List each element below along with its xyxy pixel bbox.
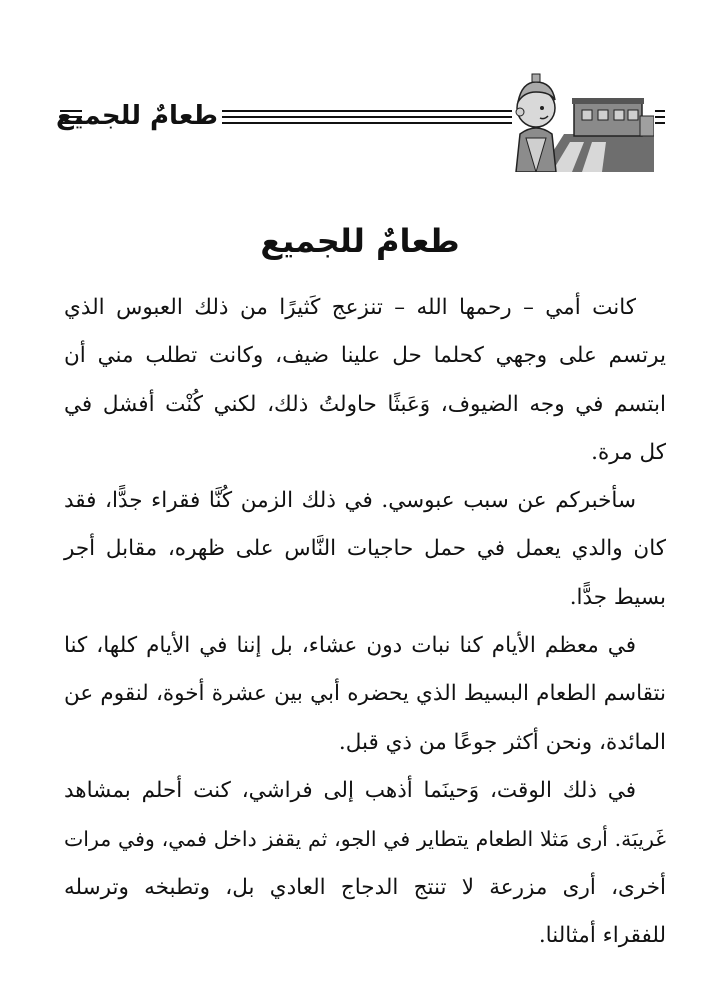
header-rule-right (655, 108, 665, 126)
page-header (0, 0, 720, 180)
header-title: طعامٌ للجميع (56, 101, 218, 131)
paragraph-line: كل مرة. (591, 439, 666, 465)
paragraph-line: بسيط جدًّا. (569, 584, 666, 610)
paragraph-line: للفقراء أمثالنا. (538, 922, 666, 948)
paragraph-line: كان والدي يعمل في حمل حاجيات النَّاس على ظهره، مقابل أجر (64, 536, 666, 562)
paragraph-1 (64, 284, 666, 477)
paragraph-line: يرتسم على وجهي كحلما حل علينا ضيف، وكانت تطلب مني أن (64, 343, 666, 369)
article-body (64, 284, 666, 960)
paragraph-3 (64, 622, 666, 767)
header-rule-middle (222, 108, 512, 126)
paragraph-line: نتقاسم الطعام البسيط الذي يحضره أبي بين عشرة أخوة، لنقوم عن (64, 681, 666, 707)
paragraph-2 (64, 477, 666, 622)
paragraph-line: في ذلك الوقت، وَحينَما أذهب إلى فراشي، كنت أحلم بمشاهد (64, 777, 636, 803)
paragraph-line: ابتسم في وجه الضيوف، وَعَبثًا حاولتُ ذلك، لكني كُنْت أفشل في (64, 391, 666, 417)
header-illustration (512, 72, 654, 172)
paragraph-line: سأخبركم عن سبب عبوسي. في ذلك الزمن كُنَّا فقراء جدًّا، فقد (64, 488, 636, 514)
paragraph-4 (64, 767, 666, 960)
paragraph-line: المائدة، ونحن أكثر جوعًا من ذي قبل. (338, 729, 666, 755)
paragraph-line: غَريبَة. أرى مَثلا الطعام يتطاير في الجو، ثم يقفز داخل فمي، وفي مرات (64, 827, 666, 852)
paragraph-line: في معظم الأيام كنا نبات دون عشاء، بل إننا في الأيام كلها، كنا (64, 633, 636, 659)
paragraph-line: أخرى، أرى مزرعة لا تنتج الدجاج العادي بل، وتطبخه وترسله (64, 874, 666, 900)
page-title: طعامٌ للجميع (260, 222, 460, 260)
paragraph-line: كانت أمي – رحمها الله – تنزعج كَثيرًا من ذلك العبوس الذي (64, 295, 636, 320)
